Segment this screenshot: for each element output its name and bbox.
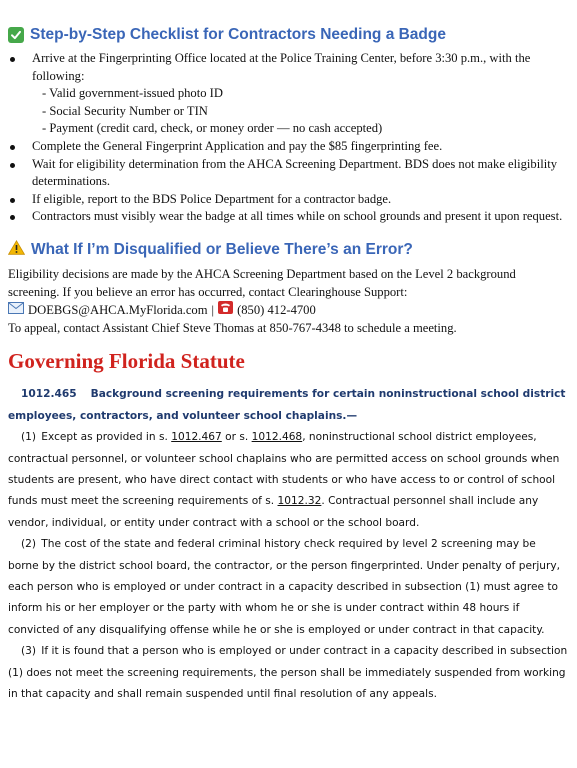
- list-item: Contractors must visibly wear the badge at all times while on school grounds and present it upon request.: [8, 208, 569, 226]
- statute-link-1012-467[interactable]: 1012.467: [171, 431, 222, 444]
- statute-subsection-1: (1) Except as provided in s. 1012.467 or s. 1012.468, noninstructional school district employees, contractual personnel, or volunteer school chaplains who are permitted access on school grounds when students are present, who have direct contact with students or who have access to or control of school funds must meet the screening requirements of s. 1012.32. Contractual personnel shall include any vendor, individual, or entity under contract with a school or the school board.: [8, 431, 560, 529]
- support-email[interactable]: DOEBGS@AHCA.MyFlorida.com: [28, 302, 208, 317]
- checkmark-icon: [8, 27, 24, 43]
- statute-subsection-3: (3) If it is found that a person who is employed or under contract in a capacity described in subsection (1) does not meet the screening requirements, the person shall be immediately suspended from working in that capacity and shall remain suspended until final resolution of any appeals.: [8, 645, 568, 700]
- checklist-title: Step-by-Step Checklist for Contractors Needing a Badge: [30, 26, 446, 43]
- statute-title: Governing Florida Statute: [8, 349, 245, 374]
- statute-number: 1012.465: [21, 388, 77, 401]
- disqualified-title: What If I’m Disqualified or Believe There’s an Error?: [31, 240, 413, 258]
- list-item: Wait for eligibility determination from the AHCA Screening Department. BDS does not make eligibility determinations.: [8, 156, 569, 191]
- disqualified-section: [8, 240, 569, 337]
- support-phone[interactable]: (850) 412-4700: [237, 302, 316, 317]
- contact-line: [8, 301, 569, 320]
- list-item: If eligible, report to the BDS Police Department for a contractor badge.: [8, 191, 569, 209]
- appeal-text: To appeal, contact Assistant Chief Steve Thomas at 850-767-4348 to schedule a meeting.: [8, 320, 457, 335]
- statute-link-1012-468[interactable]: 1012.468: [251, 431, 303, 444]
- statute-heading-text: Background screening requirements for certain noninstructional school district employees, contractors, and volunteer school chaplains.—: [8, 388, 566, 422]
- list-item: Arrive at the Fingerprinting Office located at the Police Training Center, before 3:30 p.m., with the following: - Valid government-issued photo ID - Social Security Number or TIN - Payment (credit card, check, or money order — no cash accepted): [8, 50, 569, 138]
- warning-icon: [8, 240, 25, 260]
- statute-heading: [8, 384, 569, 427]
- checklist: [8, 50, 569, 226]
- eligibility-text: Eligibility decisions are made by the AHCA Screening Department based on the Level 2 background screening. If you believe an error has occurred, contact Clearinghouse Support:: [8, 266, 516, 299]
- phone-icon: [218, 301, 233, 320]
- required-items: - Valid government-issued photo ID - Social Security Number or TIN - Payment (credit card, check, or money order — no cash accepted): [42, 86, 383, 136]
- contact-separator: |: [211, 302, 215, 317]
- statute-body: [8, 384, 569, 705]
- checklist-heading: [8, 26, 569, 44]
- statute-link-1012-32[interactable]: 1012.32: [277, 495, 322, 508]
- disqualified-heading: [8, 240, 569, 260]
- list-item: Complete the General Fingerprint Application and pay the $85 fingerprinting fee.: [8, 138, 569, 156]
- statute-subsection-2: (2) The cost of the state and federal criminal history check required by level 2 screening may be borne by the district school board, the contractor, or the person fingerprinted. Under penalty of perjury, each person who is employed or under contract in a capacity described in subsection (1) must agree to inform his or her employer or the party with whom he or she is under contract within 48 hours if convicted of any disqualifying offense while he or she is employed or under contract in that capacity.: [8, 538, 560, 636]
- email-icon: [8, 302, 24, 320]
